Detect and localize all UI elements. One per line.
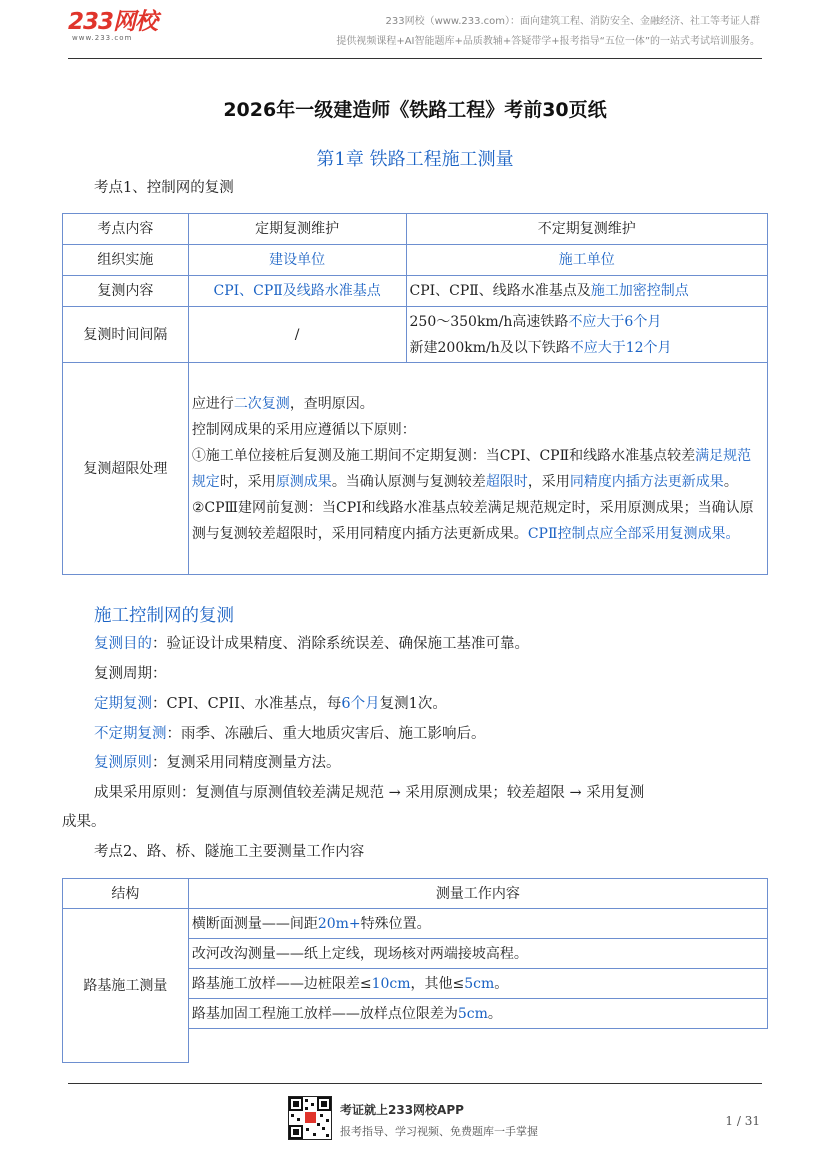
- purpose-label: 复测目的: [94, 636, 152, 652]
- table-cell: 路基施工测量: [63, 909, 189, 1063]
- table-cell: 建设单位: [188, 245, 406, 276]
- table-header-cell: 定期复测维护: [188, 214, 406, 245]
- table-cell: 组织实施: [63, 245, 189, 276]
- cell-text-highlight: 二次复测: [233, 395, 290, 412]
- brand-url: www.233.com: [72, 34, 133, 42]
- regular-paragraph: [94, 694, 447, 714]
- cell-text: CPⅠ、CPⅡ、线路水准基点及: [409, 283, 591, 299]
- cell-text: ①施工单位接桩后复测及施工期间不定期复测：当CPⅠ、CPⅡ和线路水准基点较差: [191, 447, 696, 464]
- cell-text: ②CPⅢ建网前复测：当CPⅠ和线路水准基点较差满足规范规定时，采用原测成果；当确认原测与复测较差超限时，采用同精度内插方法更新成果。: [191, 499, 754, 542]
- cell-text-highlight: 满足规范规定: [191, 447, 752, 490]
- document-title: 2026年一级建造师《铁路工程》考前30页纸: [223, 99, 607, 121]
- brand-logo: 233网校: [68, 9, 158, 35]
- cell-text-highlight: 5cm: [457, 1005, 488, 1022]
- cell-paragraph: [192, 391, 764, 417]
- table-row: [63, 363, 768, 575]
- purpose-text: ：验证设计成果精度、消除系统误差、确保施工基准可靠。: [152, 636, 529, 652]
- cell-text-highlight: 20m+: [317, 915, 361, 932]
- principle-paragraph: [94, 753, 341, 773]
- header-tagline-line1: 233网校（www.233.com）：面向建筑工程、消防安全、金融经济、社工等考证人群: [385, 16, 760, 27]
- control-network-table: [62, 213, 768, 575]
- cell-text: 。: [487, 1005, 502, 1022]
- app-promo-title: 考证就上233网校APP: [340, 1103, 464, 1117]
- cell-text: 横断面测量——间距: [191, 915, 318, 932]
- purpose-paragraph: [94, 634, 529, 654]
- principle-text: ：复测采用同精度测量方法。: [152, 755, 341, 771]
- cell-line: [410, 335, 765, 361]
- table-header-cell: 不定期复测维护: [406, 214, 768, 245]
- result-paragraph-line2: 成果。: [62, 814, 106, 830]
- table-header-cell: 考点内容: [63, 214, 189, 245]
- page-number: 1 / 31: [725, 1114, 760, 1128]
- cell-text: 新建200km/h及以下铁路: [409, 339, 570, 356]
- table-row: [63, 307, 768, 363]
- cell-text-highlight: 同精度内插方法更新成果: [569, 473, 724, 490]
- table-row: [63, 245, 768, 276]
- cell-paragraph: [192, 495, 764, 547]
- cell-text: 250～350km/h高速铁路: [409, 313, 569, 330]
- cell-text: 。: [494, 975, 509, 992]
- cell-text: 时，采用: [219, 473, 276, 490]
- survey-work-table: [62, 878, 768, 1063]
- header-tagline: [336, 12, 760, 52]
- cell-text: 。当确认原测与复测较差: [331, 473, 486, 490]
- cell-text: 特殊位置。: [360, 915, 431, 932]
- irregular-text: ：雨季、冻融后、重大地质灾害后、施工影响后。: [166, 726, 486, 742]
- regular-text: ：CPI、CPII、水准基点，每: [152, 696, 342, 712]
- cell-text-highlight: 原测成果: [275, 473, 332, 490]
- table-row: [63, 879, 768, 909]
- cell-text-highlight: 不应大于12个月: [569, 339, 672, 356]
- principle-label: 复测原则: [94, 755, 152, 771]
- table-cell-empty: [188, 1029, 767, 1063]
- header-divider: [68, 58, 762, 59]
- chapter-heading: 第1章 铁路工程施工测量: [316, 149, 514, 170]
- qr-code-graphic: [289, 1097, 331, 1139]
- footer-divider: [68, 1083, 762, 1084]
- regular-text-highlight: 6个月: [341, 696, 380, 712]
- cell-text-highlight: 5cm: [464, 975, 495, 992]
- point-heading-2: 考点2、路、桥、隧施工主要测量工作内容: [94, 844, 365, 860]
- table-cell: 复测超限处理: [63, 363, 189, 575]
- result-paragraph-line1: 成果采用原则：复测值与原测值较差满足规范 → 采用原测成果；较差超限 → 采用复测: [94, 785, 645, 801]
- table-cell: [188, 969, 767, 999]
- table-header-cell: 测量工作内容: [188, 879, 767, 909]
- table-row: [63, 909, 768, 939]
- table-row: [63, 214, 768, 245]
- cell-text: 路基加固工程施工放样——放样点位限差为: [191, 1005, 458, 1022]
- irregular-paragraph: [94, 724, 486, 744]
- table-cell: [406, 307, 768, 363]
- irregular-label: 不定期复测: [94, 726, 167, 742]
- table-cell: [188, 909, 767, 939]
- cell-text-highlight: 施工加密控制点: [590, 283, 689, 299]
- table-cell: CPⅠ、CPⅡ及线路水准基点: [188, 276, 406, 307]
- section-heading: 施工控制网的复测: [94, 606, 234, 626]
- table-cell: [188, 999, 767, 1029]
- table-row: [63, 276, 768, 307]
- regular-label: 定期复测: [94, 696, 152, 712]
- cell-line: [410, 309, 765, 335]
- table-cell: 复测内容: [63, 276, 189, 307]
- table-cell: [188, 363, 767, 575]
- cell-text: ，采用: [527, 473, 570, 490]
- cell-paragraph: [192, 443, 764, 495]
- cell-text-highlight: 不应大于6个月: [568, 313, 662, 330]
- header-tagline-line2: 提供视频课程+AI智能题库+品质教辅+答疑带学+报考指导“五位一体”的一站式考试培训服务。: [336, 36, 760, 47]
- cell-text: 应进行: [191, 395, 234, 412]
- cell-text: ，查明原因。: [289, 395, 374, 412]
- table-cell: 施工单位: [406, 245, 768, 276]
- cell-text-highlight: 超限时: [485, 473, 528, 490]
- cell-text: ，其他≤: [410, 975, 465, 992]
- cell-text: 路基施工放样——边桩限差≤: [191, 975, 372, 992]
- cell-paragraph: 控制网成果的采用应遵循以下原则：: [191, 421, 416, 438]
- cell-text-highlight: CPⅡ控制点应全部采用复测成果。: [527, 525, 740, 542]
- table-cell: 复测时间间隔: [63, 307, 189, 363]
- cycle-paragraph: 复测周期：: [94, 666, 167, 682]
- table-cell: [406, 276, 768, 307]
- table-cell: 改河改沟测量——纸上定线，现场核对两端接坡高程。: [188, 939, 767, 969]
- table-header-cell: 结构: [63, 879, 189, 909]
- app-promo-subtitle: 报考指导、学习视频、免费题库一手掌握: [340, 1125, 538, 1138]
- cell-text: 。: [723, 473, 738, 490]
- table-cell: /: [188, 307, 406, 363]
- regular-text: 复测1次。: [379, 696, 447, 712]
- cell-text-highlight: 10cm: [371, 975, 411, 992]
- point-heading-1: 考点1、控制网的复测: [94, 180, 234, 196]
- qr-code-icon[interactable]: [288, 1096, 332, 1140]
